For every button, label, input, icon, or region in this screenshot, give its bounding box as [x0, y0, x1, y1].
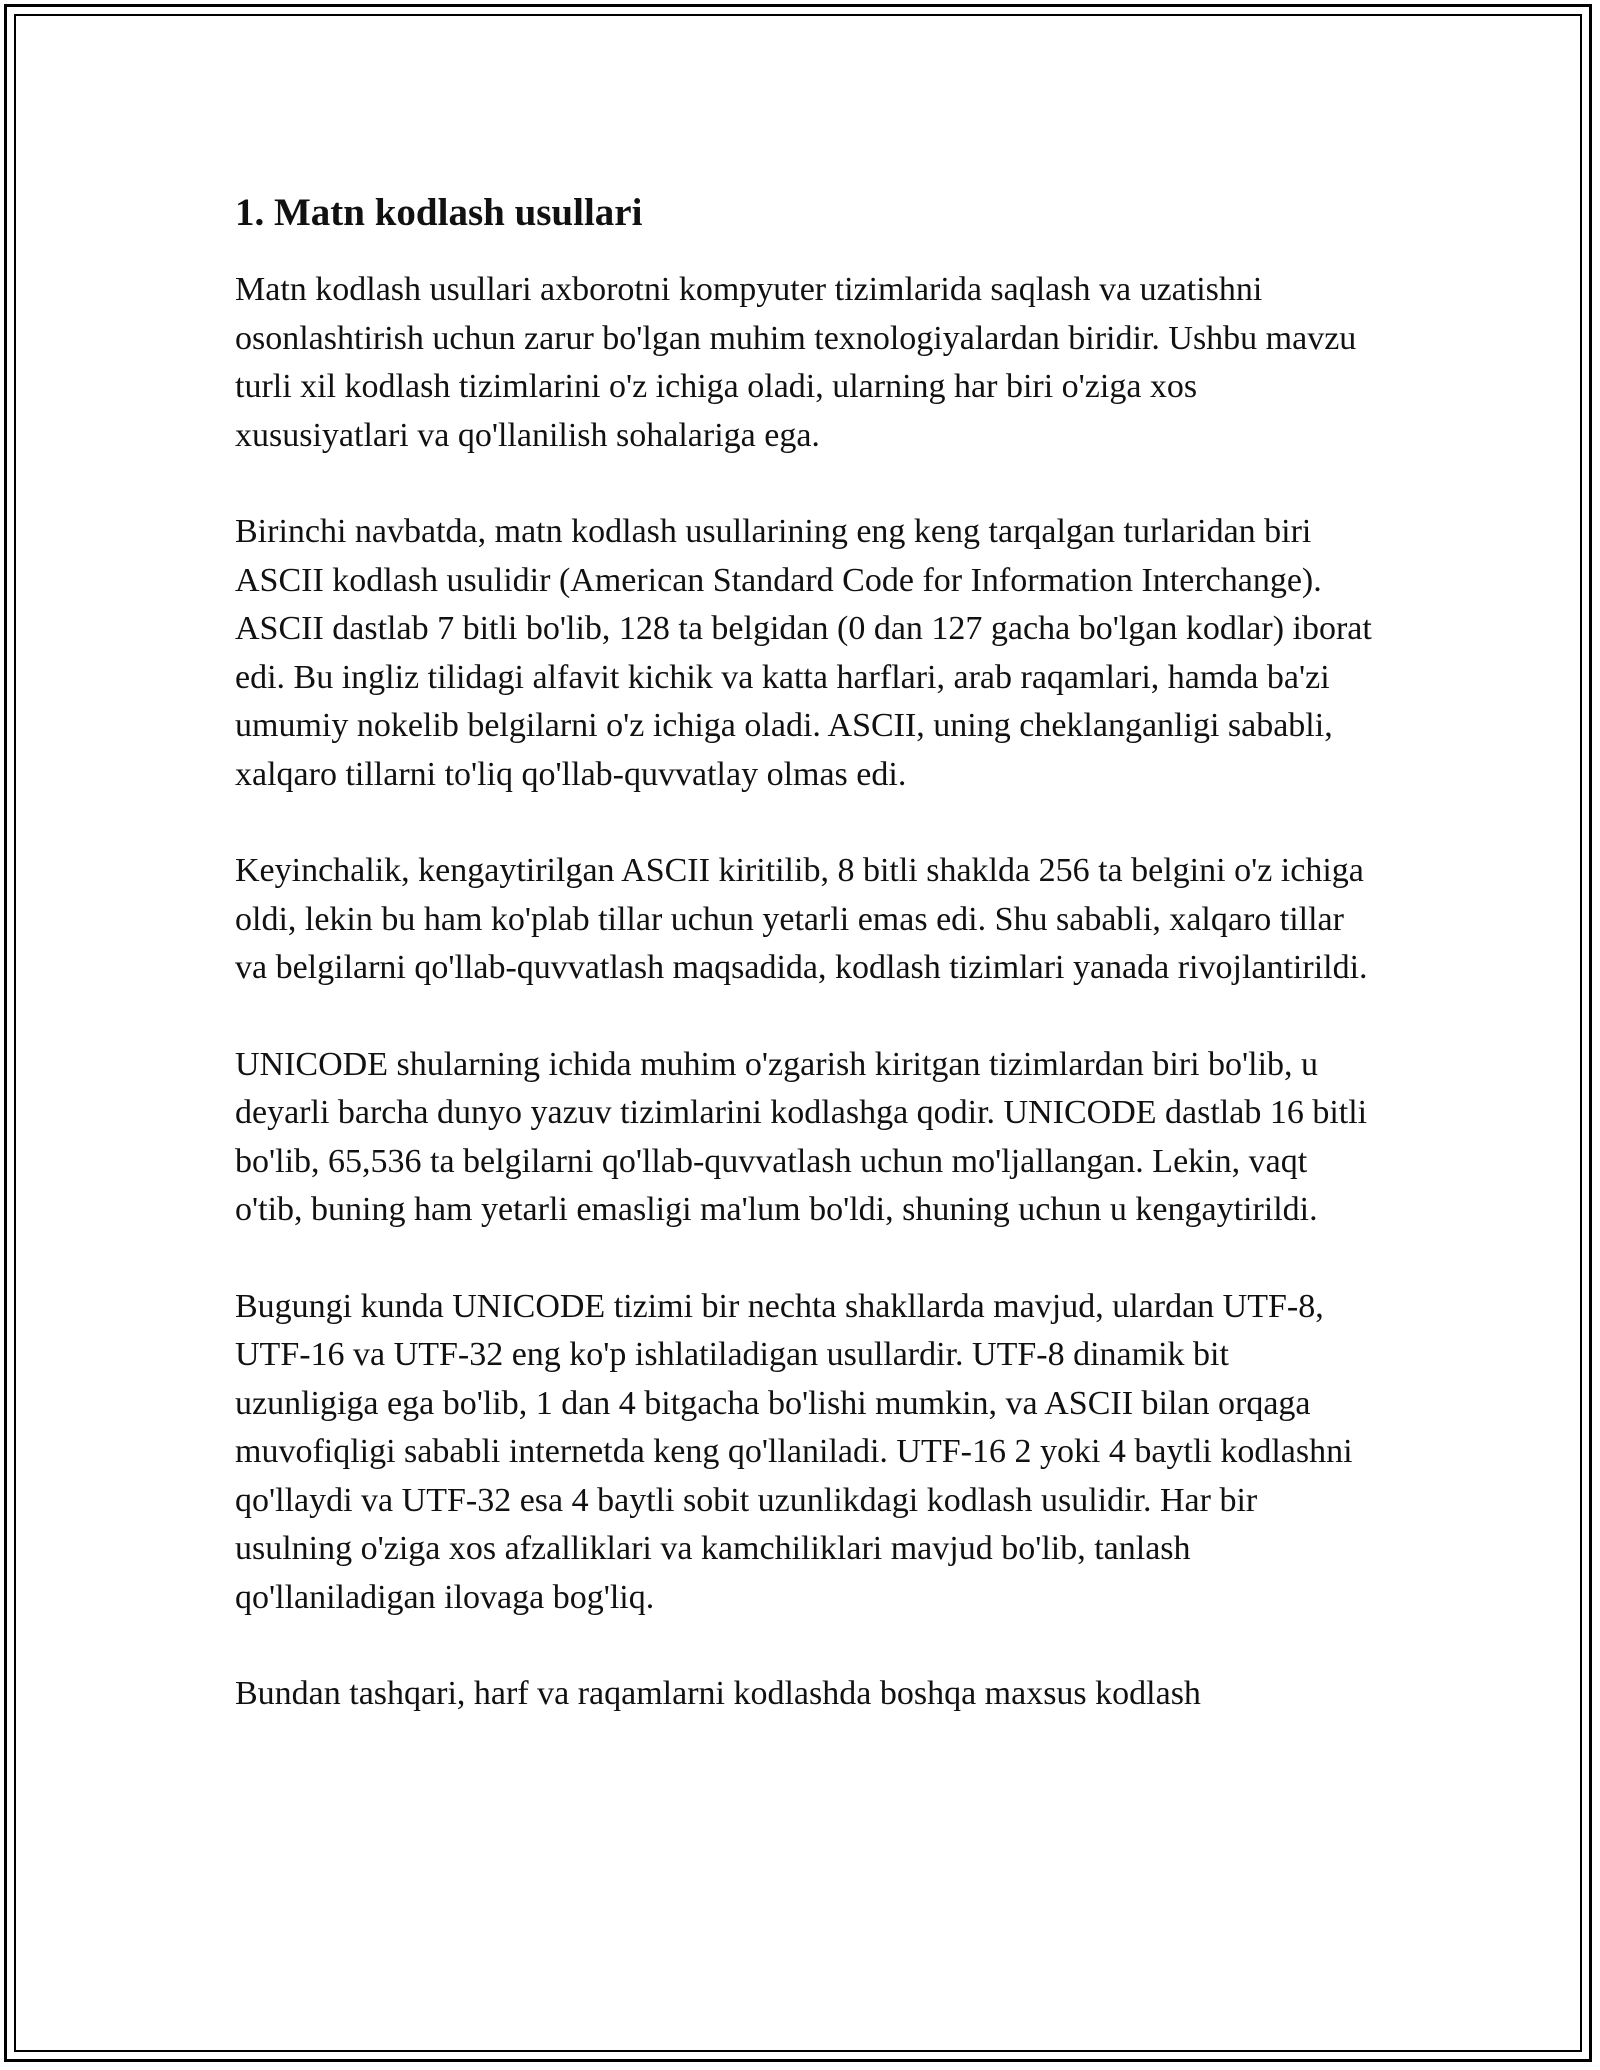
- paragraph-unicode: UNICODE shularning ichida muhim o'zgarish kiritgan tizimlardan biri bo'lib, u deyarli barcha dunyo yazuv tizimlarini kodlashga qodir. UNICODE dastlab 16 bitli bo'lib, 65,536 ta belgilarni qo'llab-quvvatlash uchun mo'ljallangan. Lekin, vaqt o'tib, buning ham yetarli emasligi ma'lum bo'ldi, shuning uchun u kengaytirildi.: [235, 1045, 1368, 1228]
- paragraph-extended-ascii: Keyinchalik, kengaytirilgan ASCII kiritilib, 8 bitli shaklda 256 ta belgini o'z ichiga oldi, lekin bu ham ko'plab tillar uchun yetarli emas edi. Shu sababli, xalqaro tillar va belgilarni qo'llab-quvvatlash maqsadida, kodlash tizimlari yanada rivojlantirildi.: [235, 852, 1368, 986]
- paragraph-intro: Matn kodlash usullari axborotni kompyuter tizimlarida saqlash va uzatishni osonlashtirish uchun zarur bo'lgan muhim texnologiyalardan biridir. Ushbu mavzu turli xil kodlash tizimlarini o'z ichiga oladi, ularning har biri o'ziga xos xususiyatlari va qo'llanilish sohalariga ega.: [235, 271, 1357, 454]
- paragraph-other-encodings: Bundan tashqari, harf va raqamlarni kodlashda boshqa maxsus kodlash: [235, 1675, 1201, 1712]
- paragraph-utf-forms: Bugungi kunda UNICODE tizimi bir nechta shakllarda mavjud, ulardan UTF-8, UTF-16 va UTF-32 eng ko'p ishlatiladigan usullardir. UTF-8 dinamik bit uzunligiga ega bo'lib, 1 dan 4 bitgacha bo'lishi mumkin, va ASCII bilan orqaga muvofiqligi sababli internetda keng qo'llaniladi. UTF-16 2 yoki 4 baytli kodlashni qo'llaydi va UTF-32 esa 4 baytli sobit uzunlikdagi kodlash usulidir. Har bir usulning o'ziga xos afzalliklari va kamchiliklari mavjud bo'lib, tanlash qo'llaniladigan ilovaga bog'liq.: [235, 1287, 1353, 1616]
- document-body: [235, 186, 1375, 1767]
- section-heading: 1. Matn kodlash usullari: [235, 191, 643, 234]
- paragraph-ascii: Birinchi navbatda, matn kodlash usullarining eng keng tarqalgan turlaridan biri ASCII kodlash usulidir (American Standard Code for Information Interchange). ASCII dastlab 7 bitli bo'lib, 128 ta belgidan (0 dan 127 gacha bo'lgan kodlar) iborat edi. Bu ingliz tilidagi alfavit kichik va katta harflari, arab raqamlari, hamda ba'zi umumiy nokelib belgilarni o'z ichiga oladi. ASCII, uning cheklanganligi sababli, xalqaro tillarni to'liq qo'llab-quvvatlay olmas edi.: [235, 513, 1372, 793]
